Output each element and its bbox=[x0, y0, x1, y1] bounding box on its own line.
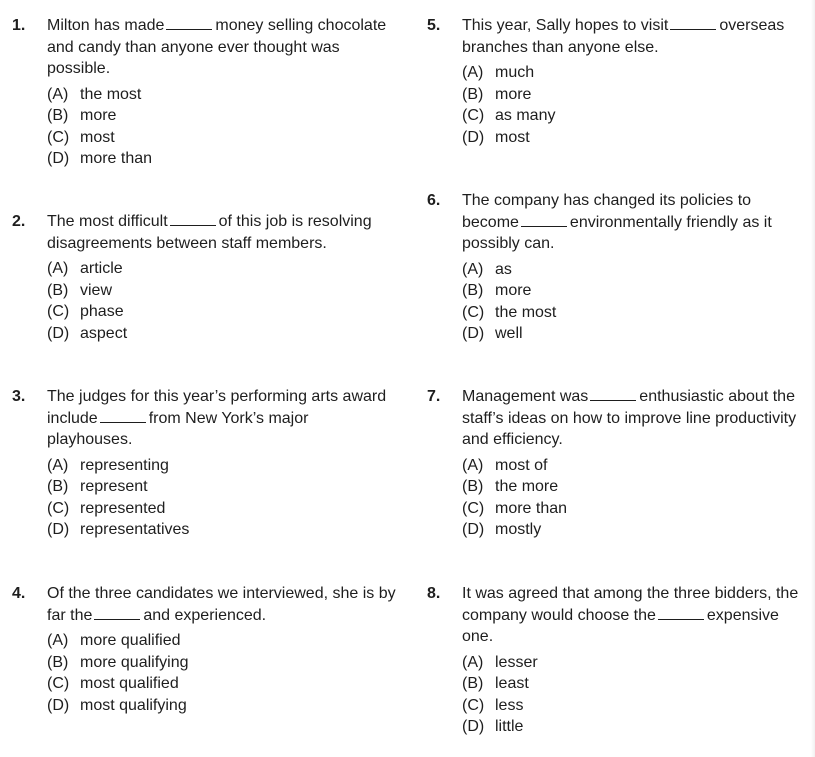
option-letter: (B) bbox=[462, 675, 484, 692]
option-text: well bbox=[495, 325, 523, 342]
stem-text: and experienced. bbox=[143, 606, 267, 624]
stem-text: enthusiastic about the staff’s ideas on how to improve line productivity and efficiency. bbox=[462, 388, 797, 448]
question-4 bbox=[12, 583, 397, 716]
option-letter: (C) bbox=[47, 128, 70, 146]
stem-text: from New York’s major playhouses. bbox=[47, 409, 309, 448]
option-letter: (A) bbox=[462, 456, 484, 474]
option-letter: (A) bbox=[47, 260, 69, 277]
option-letter: (B) bbox=[47, 281, 69, 299]
option-letter: (C) bbox=[462, 107, 485, 124]
option-a[interactable] bbox=[47, 258, 397, 280]
option-text: the more bbox=[495, 478, 559, 495]
question-number: 5. bbox=[427, 17, 441, 34]
options-list bbox=[462, 652, 811, 738]
option-c[interactable] bbox=[47, 127, 397, 149]
option-text: the most bbox=[495, 303, 557, 321]
option-letter: (C) bbox=[462, 696, 485, 714]
option-a[interactable] bbox=[462, 455, 811, 477]
option-letter: (B) bbox=[462, 478, 484, 495]
answer-blank bbox=[590, 399, 636, 401]
option-letter: (B) bbox=[47, 107, 69, 124]
question-1 bbox=[12, 15, 397, 170]
option-c[interactable] bbox=[462, 302, 811, 324]
option-b[interactable] bbox=[47, 105, 397, 127]
option-a[interactable] bbox=[47, 455, 397, 477]
option-text: most qualifying bbox=[80, 696, 187, 714]
option-text: representatives bbox=[80, 521, 190, 538]
option-d[interactable] bbox=[47, 323, 397, 345]
option-c[interactable] bbox=[462, 105, 811, 127]
option-letter: (B) bbox=[462, 85, 484, 103]
option-text: little bbox=[495, 718, 524, 735]
option-letter: (D) bbox=[462, 128, 485, 146]
option-text: more bbox=[495, 85, 532, 103]
option-b[interactable] bbox=[47, 476, 397, 498]
option-a[interactable] bbox=[462, 62, 811, 84]
options-list bbox=[47, 84, 397, 170]
option-letter: (D) bbox=[47, 521, 70, 538]
option-d[interactable] bbox=[462, 716, 811, 738]
option-letter: (A) bbox=[462, 653, 484, 671]
stem-text: The judges for this year’s performing arts award include bbox=[47, 388, 387, 427]
stem-text: The company has changed its policies to become bbox=[462, 192, 752, 231]
options-list bbox=[462, 259, 811, 345]
option-text: represent bbox=[80, 478, 148, 495]
option-a[interactable] bbox=[462, 652, 811, 674]
stem-text: This year, Sally hopes to visit bbox=[462, 17, 669, 34]
option-text: phase bbox=[80, 303, 124, 320]
options-list bbox=[47, 455, 397, 541]
question-number: 2. bbox=[12, 213, 26, 230]
option-b[interactable] bbox=[47, 652, 397, 674]
option-a[interactable] bbox=[47, 630, 397, 652]
option-text: most bbox=[495, 128, 530, 146]
question-number: 7. bbox=[427, 388, 441, 405]
option-text: much bbox=[495, 64, 535, 81]
option-letter: (D) bbox=[47, 324, 70, 342]
question-number: 3. bbox=[12, 388, 26, 405]
stem-text: The most difficult bbox=[47, 213, 168, 230]
option-text: lesser bbox=[495, 653, 538, 671]
option-letter: (C) bbox=[47, 675, 70, 692]
stem-text: Management was bbox=[462, 388, 589, 405]
options-list bbox=[47, 258, 397, 344]
options-list bbox=[462, 62, 811, 148]
question-stem bbox=[462, 190, 811, 255]
option-letter: (C) bbox=[47, 303, 70, 320]
stem-text: overseas branches than anyone else. bbox=[462, 17, 785, 56]
option-letter: (D) bbox=[462, 718, 485, 735]
answer-blank bbox=[100, 421, 146, 423]
option-text: as bbox=[495, 260, 512, 278]
option-letter: (D) bbox=[47, 150, 70, 167]
option-text: as many bbox=[495, 107, 556, 124]
option-text: most qualified bbox=[80, 675, 179, 692]
option-text: view bbox=[80, 281, 113, 299]
answer-blank bbox=[521, 225, 567, 227]
option-a[interactable] bbox=[462, 259, 811, 281]
question-number: 4. bbox=[12, 585, 26, 602]
option-c[interactable] bbox=[462, 498, 811, 520]
option-a[interactable] bbox=[47, 84, 397, 106]
question-7 bbox=[427, 386, 811, 541]
option-b[interactable] bbox=[462, 84, 811, 106]
option-d[interactable] bbox=[47, 148, 397, 170]
question-stem bbox=[462, 15, 811, 58]
option-letter: (D) bbox=[47, 696, 70, 714]
question-5 bbox=[427, 15, 811, 148]
option-text: article bbox=[80, 260, 123, 277]
option-letter: (D) bbox=[462, 325, 485, 342]
option-c[interactable] bbox=[462, 695, 811, 717]
question-stem bbox=[47, 386, 397, 451]
option-c[interactable] bbox=[47, 673, 397, 695]
option-b[interactable] bbox=[462, 673, 811, 695]
option-text: more qualified bbox=[80, 632, 181, 649]
option-letter: (B) bbox=[47, 653, 69, 671]
option-text: aspect bbox=[80, 324, 128, 342]
question-6 bbox=[427, 190, 811, 345]
stem-text: Milton has made bbox=[47, 17, 165, 34]
options-list bbox=[47, 630, 397, 716]
option-text: representing bbox=[80, 456, 169, 474]
question-2 bbox=[12, 211, 397, 344]
option-letter: (D) bbox=[462, 521, 485, 538]
answer-blank bbox=[94, 618, 140, 620]
stem-text: It was agreed that among the three bidders, the company would choose the bbox=[462, 585, 799, 624]
option-text: least bbox=[495, 675, 529, 692]
question-number: 8. bbox=[427, 585, 441, 602]
question-number: 6. bbox=[427, 192, 441, 209]
option-text: represented bbox=[80, 499, 166, 517]
option-d[interactable] bbox=[462, 519, 811, 541]
question-stem bbox=[462, 583, 811, 648]
stem-text: of this job is resolving disagreements between staff members. bbox=[47, 213, 372, 252]
option-text: more bbox=[495, 282, 532, 299]
option-text: mostly bbox=[495, 521, 542, 538]
option-c[interactable] bbox=[47, 301, 397, 323]
question-stem bbox=[47, 211, 397, 254]
option-d[interactable] bbox=[47, 695, 397, 717]
answer-blank bbox=[170, 224, 216, 226]
option-text: less bbox=[495, 696, 524, 714]
stem-text: money selling chocolate and candy than anyone ever thought was possible. bbox=[47, 17, 387, 77]
option-text: most of bbox=[495, 456, 548, 474]
question-number: 1. bbox=[12, 17, 26, 34]
option-letter: (A) bbox=[47, 632, 69, 649]
option-letter: (A) bbox=[462, 64, 484, 81]
option-text: more than bbox=[80, 150, 153, 167]
option-d[interactable] bbox=[462, 323, 811, 345]
option-d[interactable] bbox=[462, 127, 811, 149]
option-text: most bbox=[80, 128, 115, 146]
question-stem bbox=[47, 583, 397, 626]
option-letter: (C) bbox=[47, 499, 70, 517]
answer-blank bbox=[166, 28, 212, 30]
option-d[interactable] bbox=[47, 519, 397, 541]
options-list bbox=[462, 455, 811, 541]
option-c[interactable] bbox=[47, 498, 397, 520]
option-letter: (A) bbox=[462, 260, 484, 278]
option-letter: (C) bbox=[462, 303, 485, 321]
option-letter: (A) bbox=[47, 85, 69, 103]
question-stem bbox=[462, 386, 811, 451]
option-letter: (B) bbox=[462, 282, 484, 299]
option-text: the most bbox=[80, 85, 142, 103]
stem-text: expensive one. bbox=[462, 606, 779, 645]
option-text: more than bbox=[495, 499, 568, 517]
stem-text: Of the three candidates we interviewed, she is by far the bbox=[47, 585, 396, 624]
option-letter: (C) bbox=[462, 499, 485, 517]
option-text: more bbox=[80, 107, 117, 124]
option-b[interactable] bbox=[462, 476, 811, 498]
question-8 bbox=[427, 583, 811, 738]
option-letter: (A) bbox=[47, 456, 69, 474]
option-letter: (B) bbox=[47, 478, 69, 495]
stem-text: environmentally friendly as it possibly can. bbox=[462, 213, 772, 252]
option-text: more qualifying bbox=[80, 653, 189, 671]
question-3 bbox=[12, 386, 397, 541]
option-b[interactable] bbox=[47, 280, 397, 302]
option-b[interactable] bbox=[462, 280, 811, 302]
page-edge-shadow bbox=[811, 0, 815, 757]
question-stem bbox=[47, 15, 397, 80]
answer-blank bbox=[670, 28, 716, 30]
answer-blank bbox=[658, 618, 704, 620]
